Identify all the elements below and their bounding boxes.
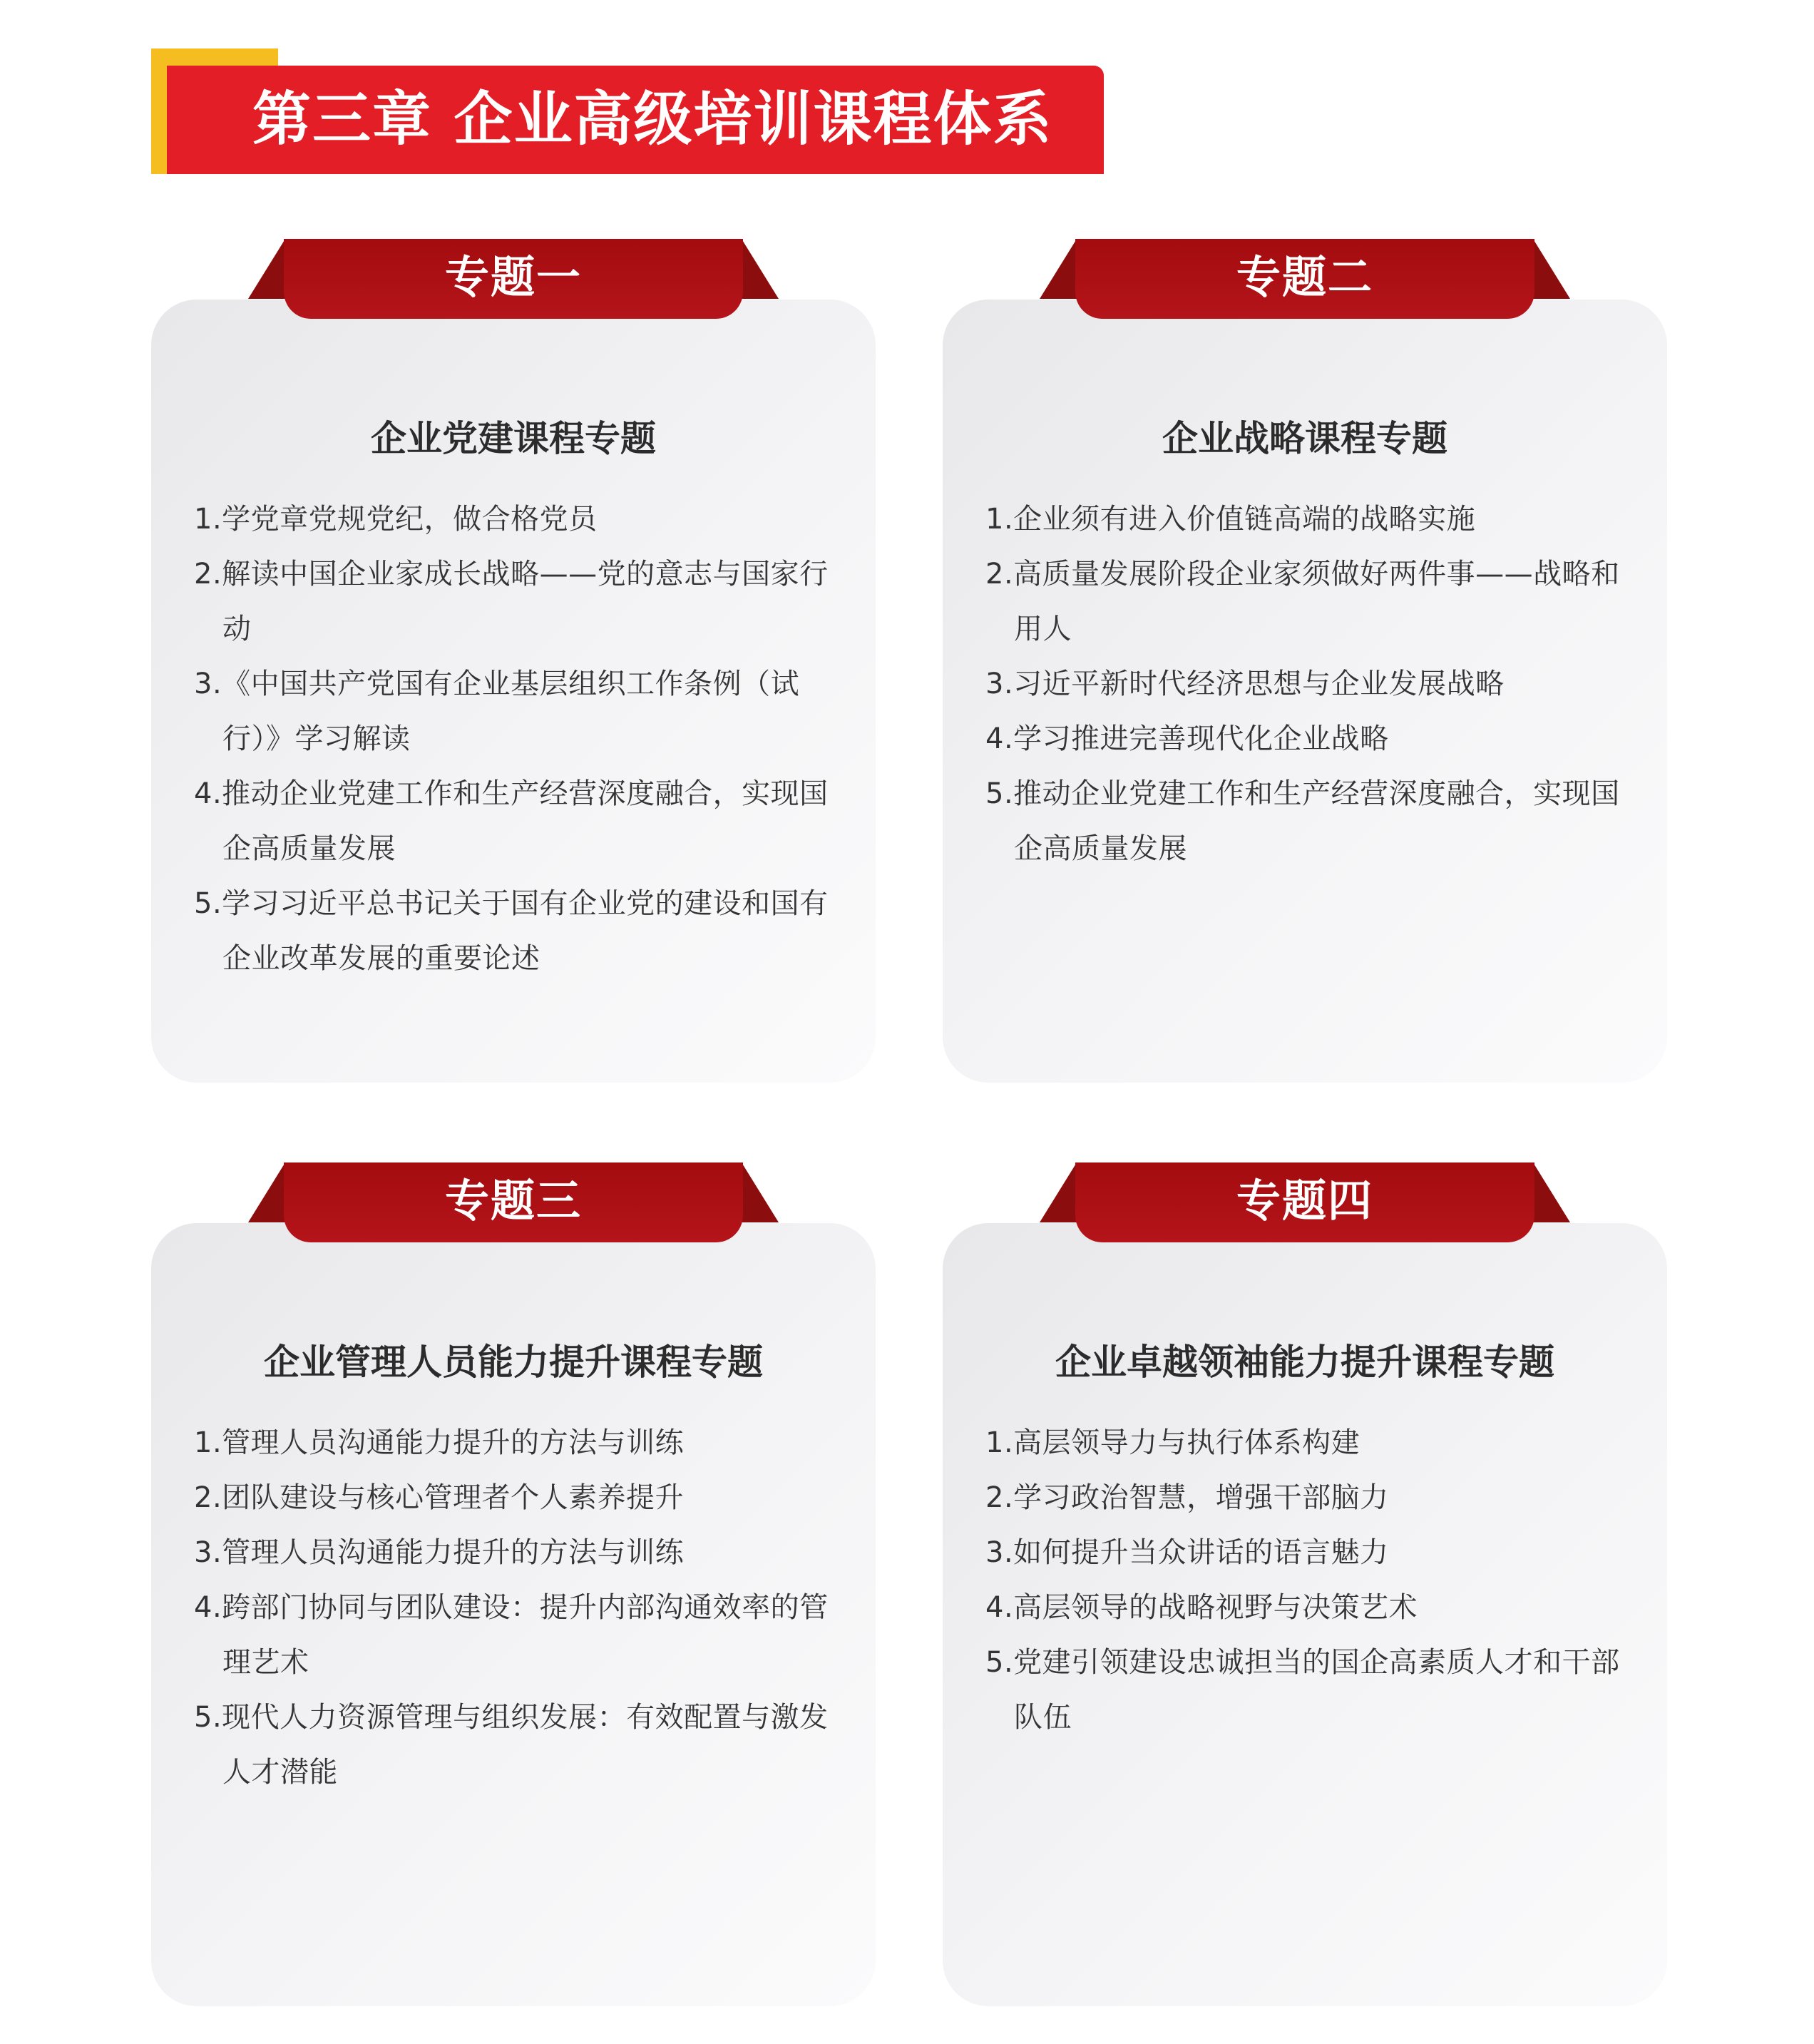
list-item: 5.党建引领建设忠诚担当的国企高素质人才和干部队伍: [985, 1646, 1620, 1734]
topic-tab: [1075, 1162, 1534, 1242]
chapter-title: 第三章 企业高级培训课程体系: [252, 86, 1053, 153]
list-item: 5.学习习近平总书记关于国有企业党的建设和国有企业改革发展的重要论述: [194, 887, 829, 975]
topic-tab: [1075, 239, 1534, 319]
topic-heading: 企业管理人员能力提升课程专题: [264, 1342, 763, 1383]
topic-tab-label: 专题三: [444, 1175, 582, 1227]
topic-tab-label: 专题二: [1236, 251, 1373, 303]
list-item: 1.高层领导力与执行体系构建: [985, 1426, 1360, 1459]
topic-heading: 企业卓越领袖能力提升课程专题: [1055, 1342, 1554, 1383]
list-item: 4.跨部门协同与团队建设：提升内部沟通效率的管理艺术: [194, 1591, 829, 1679]
list-item: 5.现代人力资源管理与组织发展：有效配置与激发人才潜能: [194, 1701, 829, 1789]
course-list: [194, 492, 850, 986]
list-item: 3.《中国共产党国有企业基层组织工作条例（试行）》学习解读: [194, 668, 800, 755]
topic-tab: [284, 1162, 743, 1242]
list-item: 2.解读中国企业家成长战略——党的意志与国家行动: [194, 558, 829, 645]
topic-tab-label: 专题四: [1236, 1175, 1373, 1227]
topic-tab-label: 专题一: [444, 251, 582, 303]
list-item: 1.学党章党规党纪，做合格党员: [194, 503, 598, 536]
card-panel: [943, 300, 1667, 1083]
chapter-banner: [151, 48, 1104, 174]
list-item: 5.推动企业党建工作和生产经营深度融合，实现国企高质量发展: [985, 777, 1620, 865]
list-item: 3.如何提升当众讲话的语言魅力: [985, 1536, 1389, 1569]
topic-heading: 企业党建课程专题: [371, 418, 656, 459]
card-panel: [151, 1223, 876, 2006]
course-list: [985, 1416, 1641, 1745]
list-item: 4.推动企业党建工作和生产经营深度融合，实现国企高质量发展: [194, 777, 829, 865]
list-item: 2.高质量发展阶段企业家须做好两件事——战略和用人: [985, 558, 1620, 645]
list-item: 3.管理人员沟通能力提升的方法与训练: [194, 1536, 685, 1569]
list-item: 2.团队建设与核心管理者个人素养提升: [194, 1481, 685, 1514]
card-panel: [151, 300, 876, 1083]
course-list: [194, 1416, 850, 1800]
list-item: 1.企业须有进入价值链高端的战略实施: [985, 503, 1476, 536]
topic-heading: 企业战略课程专题: [1162, 418, 1447, 459]
topic-tab: [284, 239, 743, 319]
list-item: 2.学习政治智慧，增强干部脑力: [985, 1481, 1389, 1514]
list-item: 4.高层领导的战略视野与决策艺术: [985, 1591, 1418, 1624]
list-item: 4.学习推进完善现代化企业战略: [985, 722, 1389, 755]
card-panel: [943, 1223, 1667, 2006]
list-item: 3.习近平新时代经济思想与企业发展战略: [985, 668, 1505, 700]
course-list: [985, 492, 1641, 877]
list-item: 1.管理人员沟通能力提升的方法与训练: [194, 1426, 685, 1459]
banner-red-bar: [167, 66, 1104, 174]
